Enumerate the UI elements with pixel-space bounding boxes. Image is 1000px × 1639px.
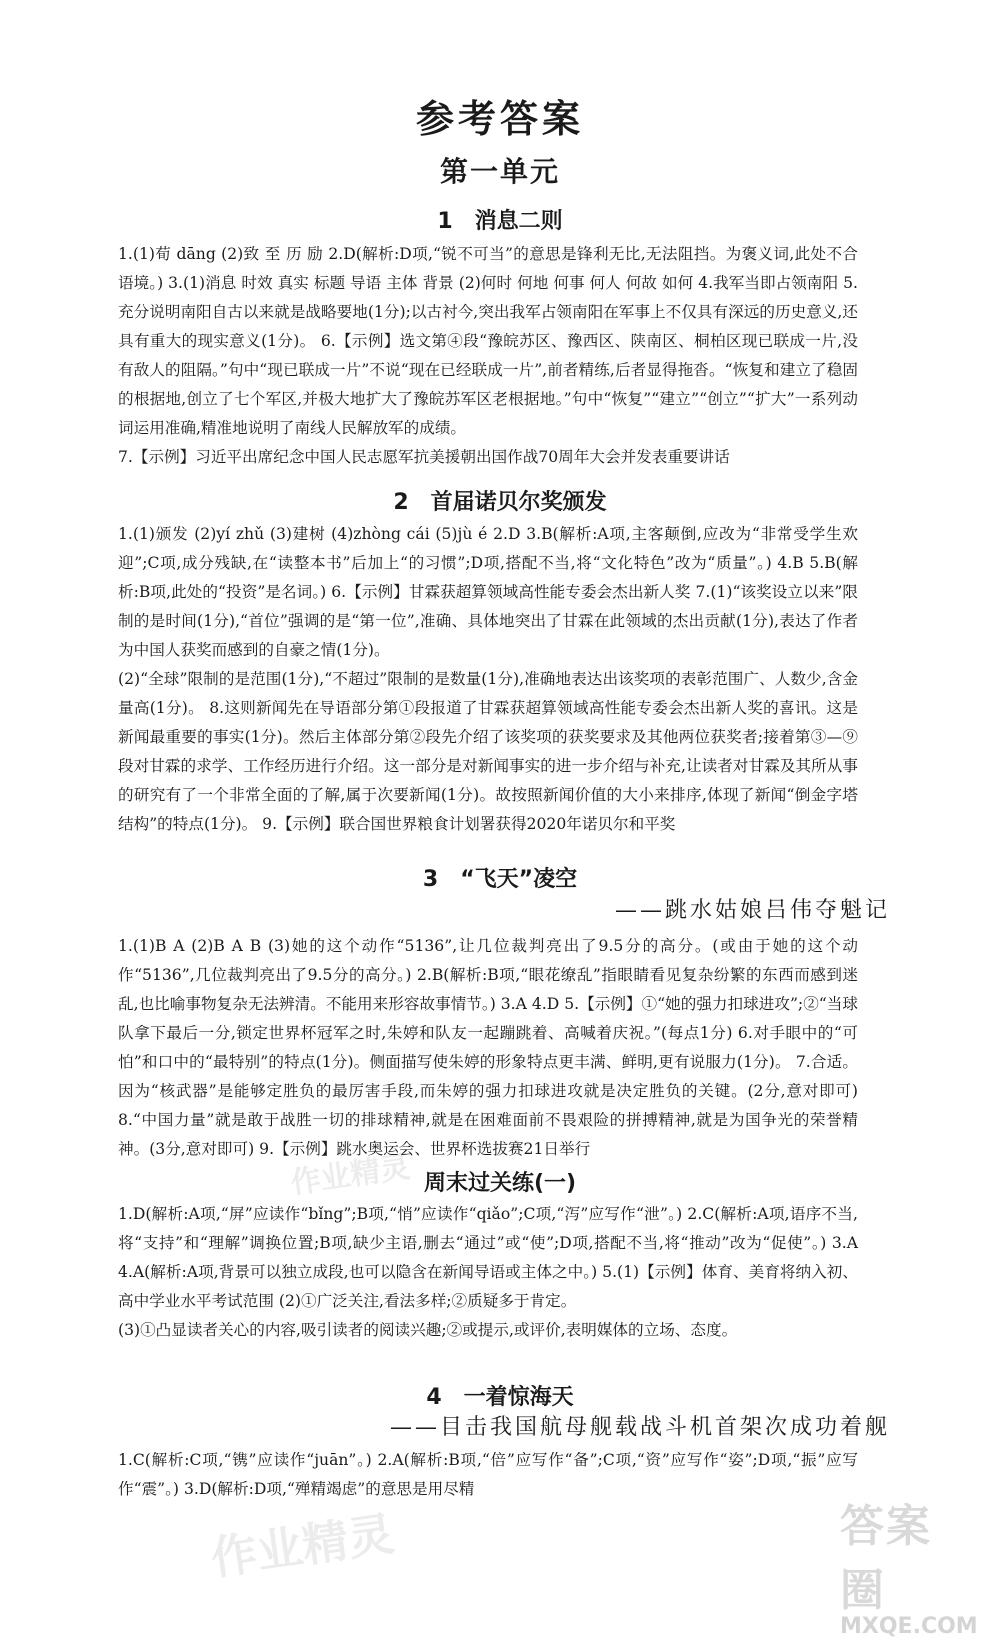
- weekend-heading: [0, 1166, 1000, 1197]
- answer-block-2: [118, 520, 858, 839]
- answer-paragraph: 1.D(解析:A项,“屏”应读作“bǐng”;B项,“悄”应读作“qiǎo”;C项,“泻”应写作“泄”。) 2.C(解析:A项,语序不当,将“支持”和“理解”调换位置;B项,缺少主语,删去“通过”或“使”;D项,搭配不当,将“推动”改为“促使”。) 3.A 4.A(解析:A项,背景可以独立成段,也可以隐含在新闻导语或主体之中。) 5.(1)【示例】体育、美育将纳入初、高中学业水平考试范围 (2)①广泛关注,看法多样;②质疑多于肯定。: [118, 1205, 858, 1310]
- answer-paragraph: 1.(1)颁发 (2)yí zhǔ (3)建树 (4)zhòng cái (5)jù é 2.D 3.B(解析:A项,主客颠倒,应改为“非常受学生欢迎”;C项,成分残缺,在“读整本书”后加上“的习惯”;D项,搭配不当,将“文化特色”改为“质量”。) 4.B 5.B(解析:B项,此处的“投资”是名词。) 6.【示例】甘霖获超算领域高性能专委会杰出新人奖 7.(1)“该奖设立以来”限制的是时间(1分),“首位”强调的是“第一位”,准确、具体地突出了甘霖在此领域的杰出贡献(1分),表达了作者为中国人获奖而感到的自豪之情(1分)。: [118, 525, 858, 659]
- answer-paragraph: 1.C(解析:C项,“镌”应读作“juān”。) 2.A(解析:B项,“倍”应写作“备”;C项,“资”应写作“姿”;D项,“振”应写作“震”。) 3.D(解析:D项,“殚精竭虑”的意思是用尽精: [118, 1451, 858, 1498]
- answer-paragraph: 1.(1)荀 dāng (2)致 至 历 励 2.D(解析:D项,“锐不可当”的意思是锋利无比,无法阻挡。为褒义词,此处不合语境。) 3.(1)消息 时效 真实 标题 导语 主体 背景 (2)何时 何地 何事 何人 何故 如何 4.我军当即占领南阳 5.充分说明南阳自古以来就是战略要地(1分);以古衬今,突出我军占领南阳在军事上不仅具有深远的历史意义,还具有重大的现实意义(1分)。 6.【示例】选文第④段“豫皖苏区、豫西区、陕南区、桐柏区现已联成一片,没有敌人的阻隔。”句中“现已联成一片”不说“现在已经联成一片”,前者精练,后者显得拖沓。“恢复和建立了稳固的根据地,创立了七个军区,并极大地扩大了豫皖苏军区老根据地。”句中“恢复”“建立”“创立”“扩大”一系列动词运用准确,精准地说明了南线人民解放军的成绩。: [118, 245, 858, 437]
- lesson-title: “飞天”凌空: [460, 867, 578, 892]
- lesson-subtitle-4: ——目击我国航母舰载战斗机首架次成功着舰: [389, 1415, 890, 1440]
- lesson-title: 首届诺贝尔奖颁发: [430, 490, 607, 515]
- watermark: 作业精灵: [288, 1149, 413, 1202]
- unit-heading: 第一单元: [439, 155, 560, 188]
- logo-url: MXQE.COM: [840, 1614, 978, 1639]
- lesson-title: 一着惊海天: [463, 1385, 574, 1410]
- logo-mark: 答案圈: [840, 1501, 932, 1616]
- page-title: 参考答案: [415, 97, 584, 141]
- lesson-subtitle-3: ——跳水姑娘吕伟夺魁记: [614, 898, 890, 923]
- lesson-heading-1: [0, 204, 1000, 235]
- lesson-heading-3: [0, 862, 1000, 893]
- answer-paragraph: (3)①凸显读者关心的内容,吸引读者的阅读兴趣;②或提示,或评价,表明媒体的立场、态度。: [118, 1321, 738, 1339]
- lesson-number: 4: [426, 1385, 442, 1410]
- lesson-number: 3: [422, 867, 439, 892]
- lesson-heading-4: [0, 1380, 1000, 1411]
- answer-paragraph: (2)“全球”限制的是范围(1分),“不超过”限制的是数量(1分),准确地表达出该奖项的表彰范围广、人数少,含金量高(1分)。 8.这则新闻先在导语部分第①段报道了甘霖获超算领域高性能专委会杰出新人奖的喜讯。这是新闻最重要的事实(1分)。然后主体部分第②段先介绍了该奖项的获奖要求及其他两位获奖者;接着第③—⑨段对甘霖的求学、工作经历进行介绍。这一部分是对新闻事实的进一步介绍与补充,让读者对甘霖及其所从事的研究有了一个非常全面的了解,属于次要新闻(1分)。故按照新闻价值的大小来排序,体现了新闻“倒金字塔结构”的特点(1分)。 9.【示例】联合国世界粮食计划署获得2020年诺贝尔和平奖: [118, 670, 858, 833]
- weekend-title: 周末过关练(一): [423, 1171, 577, 1196]
- watermark: 作业精灵: [207, 1506, 398, 1586]
- lesson-title: 消息二则: [474, 209, 563, 234]
- lesson-heading-2: [0, 485, 1000, 516]
- answer-block-3: [118, 932, 858, 1164]
- answer-block-weekend: [118, 1200, 858, 1345]
- answer-paragraph: 7.【示例】习近平出席纪念中国人民志愿军抗美援朝出国作战70周年大会并发表重要讲话: [118, 448, 730, 466]
- site-logo: [840, 1490, 978, 1639]
- answer-paragraph: 1.(1)B A (2)B A B (3)她的这个动作“5136”,让几位裁判亮出了9.5分的高分。(或由于她的这个动作“5136”,几位裁判亮出了9.5分的高分。) 2.B(解析:B项,“眼花缭乱”指眼睛看见复杂纷繁的东西而感到迷乱,也比喻事物复杂无法辨清。不能用来形容故事情节。) 3.A 4.D 5.【示例】①“她的强力扣球进攻”;②“当球队拿下最后一分,锁定世界杯冠军之时,朱婷和队友一起蹦跳着、高喊着庆祝。”(每点1分) 6.对手眼中的“可怕”和口中的“最特别”的特点(1分)。侧面描写使朱婷的形象特点更丰满、鲜明,更有说服力(1分)。 7.合适。因为“核武器”是能够定胜负的最厉害手段,而朱婷的强力扣球进攻就是决定胜负的关键。(2分,意对即可) 8.“中国力量”就是敢于战胜一切的排球精神,就是在困难面前不畏艰险的拼搏精神,就是为国争光的荣誉精神。(3分,意对即可) 9.【示例】跳水奥运会、世界杯选拔赛21日举行: [118, 937, 858, 1158]
- answer-block-4: [118, 1446, 858, 1504]
- lesson-number: 2: [393, 490, 409, 515]
- answer-block-1: [118, 240, 858, 472]
- lesson-number: 1: [437, 209, 453, 234]
